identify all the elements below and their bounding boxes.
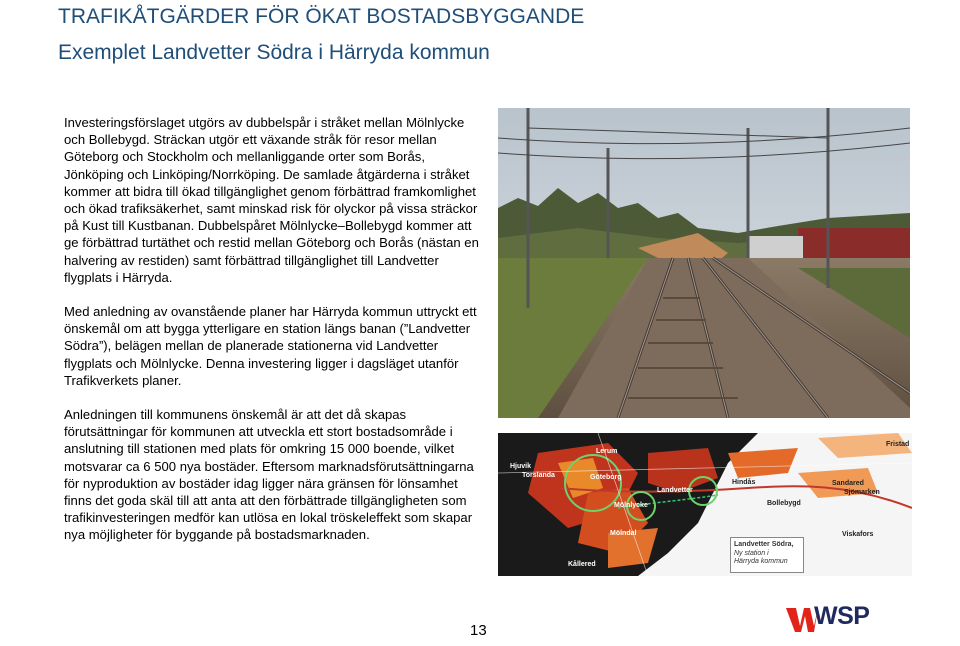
station-legend-box bbox=[730, 537, 804, 573]
map-label-bollebygd: Bollebygd bbox=[767, 500, 801, 507]
station-legend-line-1: Landvetter Södra, bbox=[734, 541, 794, 548]
paragraph-3: Anledningen till kommunens önskemål är att det då skapas förutsättningar för kommunen att utveckla ett stort bostadsområde i anslutning till stationen med plats för omkring 15 000 boende, vilket motsvarar ca 6 500 nya bostäder. Eftersom marknadsförutsättningarna för nyproduktion av bostäder idag ligger nära gränsen för lönsamhet finns det goda skäl till att anta att den förbättrade tillgängligheten som trafikinvesteringen medför kan utlösa en lokal tröskeleffekt som skapar nya möjligheter för byggande på bostadsmarknaden. bbox=[64, 407, 474, 543]
page-subtitle: Exemplet Landvetter Södra i Härryda kommun bbox=[58, 41, 490, 64]
body-text bbox=[64, 114, 484, 561]
map-label-moinlycke: Mölnlycke bbox=[614, 502, 648, 509]
map-label-sandared: Sandared bbox=[832, 480, 864, 487]
map-label-torslanda: Torslanda bbox=[522, 472, 555, 479]
map-label-hjuvik: Hjuvik bbox=[510, 463, 532, 470]
map-label-viskafors: Viskafors bbox=[842, 531, 874, 538]
paragraph-1: Investeringsförslaget utgörs av dubbelspår i stråket mellan Mölnlycke och Bollebygd. Sträckan utgör ett växande stråk för resor mellan Göteborg och Stockholm och mellanliggande orter som Borås, Jönköping och Linköping/Norrköping. De samlade åtgärderna i stråket kommer att bidra till ökad tillgänglighet genom förbättrad framkomlighet och ökad trafiksäkerhet, samt minskad risk för olyckor på vissa sträckor på Kust till Kustbanan. Dubbelspåret Mölnlycke–Bollebygd kommer att ge förbättrad turtäthet och restid mellan Göteborg och Borås (nästan en halvering av restiden) samt förbättrad tillgänglighet till Landvetter flygplats i Härryda. bbox=[64, 115, 479, 285]
map-label-fristad: Fristad bbox=[886, 441, 910, 448]
area-map bbox=[498, 433, 912, 576]
station-legend-line-3: Härryda kommun bbox=[734, 558, 788, 565]
railway-photo bbox=[498, 108, 910, 418]
paragraph-2: Med anledning av ovanstående planer har Härryda kommun uttryckt ett önskemål om att bygga ytterligare en station längs banan (”Landvetter Södra”), belägen mellan de planerade stationerna vid Landvetter flygplats och Mölnlycke. Denna investering ligger i dagsläget utanför Trafikverkets planer. bbox=[64, 304, 477, 388]
map-label-molndal: Mölndal bbox=[610, 530, 637, 537]
railway-photo-graphic bbox=[498, 108, 910, 418]
map-label-lerum: Lerum bbox=[596, 448, 618, 455]
area-map-graphic bbox=[498, 433, 912, 576]
map-label-sjomarken: Sjömarken bbox=[844, 489, 880, 496]
map-label-hindas: Hindås bbox=[732, 479, 756, 486]
page-number: 13 bbox=[470, 622, 487, 639]
wsp-logo-text: WSP bbox=[814, 602, 870, 630]
page-title: TRAFIKÅTGÄRDER FÖR ÖKAT BOSTADSBYGGANDE bbox=[58, 5, 585, 28]
station-legend-line-2: Ny station i bbox=[734, 549, 769, 557]
map-label-kallered: Kållered bbox=[568, 561, 596, 568]
map-label-goteborg: Göteborg bbox=[590, 474, 622, 481]
map-label-landvetter: Landvetter bbox=[657, 487, 693, 494]
